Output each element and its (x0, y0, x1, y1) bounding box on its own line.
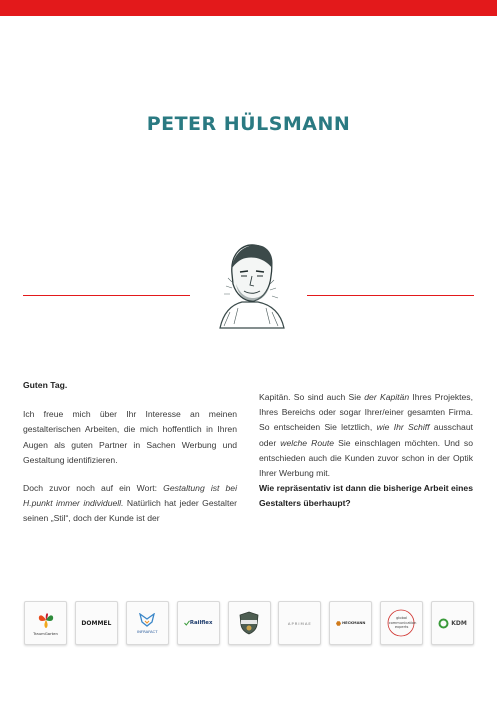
intro-p2-text-b: Natürlich hat jeder Gestalter seinen „Stil“, doch der Kunde ist der (23, 498, 237, 524)
divider-right (307, 295, 474, 296)
continued-emphasis-1: der Kapitän (364, 392, 410, 402)
fox-icon (139, 613, 155, 627)
logo-label: HECKMANN (342, 621, 366, 625)
flower-icon (36, 611, 56, 629)
page-title: PETER HÜLSMANN (146, 113, 351, 135)
shield-icon (238, 611, 260, 635)
logo-label: KDM (451, 619, 467, 627)
continued-text-3: ausschaut oder (259, 422, 473, 448)
continued-emphasis-3: welche Route (280, 437, 335, 448)
portrait-sketch-icon (210, 238, 290, 330)
continued-emphasis-2: wie Ihr Schiff (376, 422, 430, 433)
logo-label: DOMMEL (81, 619, 112, 627)
client-logo-row (24, 601, 474, 645)
intro-column (23, 378, 237, 540)
continued-text-4: Sie einschlagen möchten. Und so entschieden auch die Kunden zuvor schon in der Optik Ihrer Werbung mit. (259, 437, 473, 479)
continued-paragraph (259, 390, 473, 481)
logo-label: TraumGarten (33, 630, 58, 636)
continued-text-2: Ihres Projektes, Ihres Bereichs oder sogar Ihrer/einer gesamten Firma. So entscheiden Sie letztlich, (259, 392, 473, 433)
intro-p2-text-a: Doch zuvor noch auf ein Wort: (23, 483, 164, 494)
logo-traumgarten (24, 601, 67, 645)
greeting-heading: Guten Tag. (23, 380, 68, 390)
intro-paragraph-1: Ich freue mich über Ihr Interesse an meinen gestalterischen Arbeiten, die mich hoffentlich in Ihren Augen als guten Partner in Sachen Werbung und Gestaltung identifizieren. (23, 409, 237, 465)
divider-left (23, 295, 190, 296)
logo-label: global communication experts (388, 616, 417, 630)
logo-kdm (431, 601, 474, 645)
intro-paragraph-2 (23, 481, 237, 527)
logo-dommel (75, 601, 118, 645)
closing-question: Wie repräsentativ ist dann die bisherige Arbeit eines Gestalters überhaupt? (259, 483, 473, 509)
logo-label: INFRAFACT (136, 628, 158, 634)
continued-column (259, 390, 473, 525)
logo-crest (228, 601, 271, 645)
intro-p2-emphasis: Gestaltung ist bei H.punkt immer individuell. (23, 483, 237, 509)
logo-infrafact (126, 601, 169, 645)
logo-global-communication-experts (380, 601, 423, 645)
ring-icon (438, 618, 449, 629)
logo-label: APRIMAE (287, 620, 312, 626)
hexagon-icon (336, 621, 341, 626)
logo-heckmann (329, 601, 372, 645)
logo-aprimae (278, 601, 321, 645)
logo-label: Railflex (189, 620, 213, 626)
continued-text-1: Kapitän. So sind auch Sie (259, 392, 365, 402)
top-accent-bar (0, 0, 497, 16)
logo-railflex (177, 601, 220, 645)
